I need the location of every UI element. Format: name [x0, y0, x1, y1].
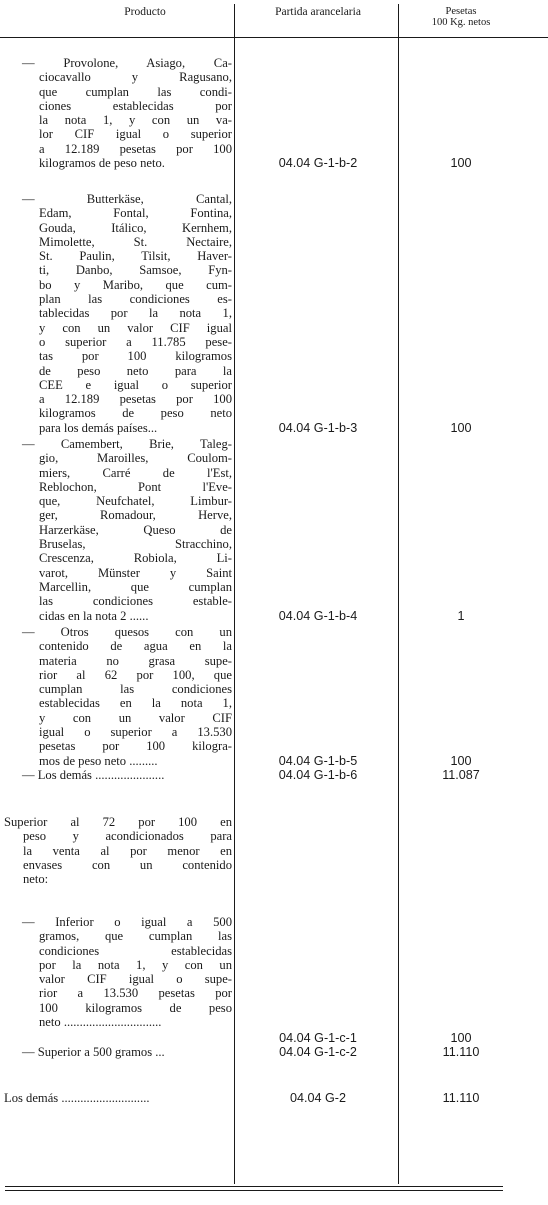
tariff-code: 04.04 G-1-c-2: [279, 1045, 357, 1059]
text-line: 100 kilogramos de peso: [39, 1000, 232, 1015]
tariff-code: 04.04 G-1-b-3: [278, 421, 358, 435]
product-entry-camembert: [22, 437, 232, 623]
text-line: plan las condiciones es-: [39, 292, 232, 307]
text-line: que, Neufchatel, Limbur-: [39, 494, 232, 509]
bottom-rule-1: [5, 1186, 503, 1187]
text-line: ti, Danbo, Samsoe, Fyn-: [39, 263, 232, 278]
text-line: — Superior a 500 gramos ...: [22, 1045, 165, 1059]
price-value: 100: [450, 1031, 472, 1045]
text-line: CEE e igual o superior: [39, 377, 232, 392]
tariff-code: 04.04 G-1-b-2: [278, 156, 358, 170]
text-line: ger, Romadour, Herve,: [39, 508, 232, 523]
tariff-code: 04.04 G-1-c-1: [279, 1031, 357, 1045]
column-divider-1: [234, 4, 235, 1184]
text-line: Edam, Fontal, Fontina,: [39, 206, 232, 221]
text-line: gio, Maroilles, Coulom-: [39, 451, 232, 466]
text-line: tablecidas por la nota 1,: [39, 306, 232, 321]
text-line: Marcellin, que cumplan: [39, 579, 232, 594]
price-value: 11.087: [442, 768, 480, 782]
text-line: lor CIF igual o superior: [39, 127, 232, 142]
header-partida-arancelaria: Partida arancelaria: [275, 6, 361, 18]
text-line: o superior a 11.785 pese-: [39, 334, 232, 349]
text-line: gramos, que cumplan las: [39, 929, 232, 944]
text-line: neto:: [23, 872, 49, 887]
price-value: 1: [457, 609, 465, 623]
text-line: materia no grasa supe-: [39, 653, 232, 668]
text-line: mos de peso neto .........: [39, 753, 158, 768]
tariff-code: 04.04 G-1-b-4: [278, 609, 358, 623]
text-line: varot, Münster y Saint: [39, 565, 232, 580]
bottom-rule-2: [5, 1190, 503, 1191]
text-line: pesetas por 100 kilogra-: [39, 739, 232, 754]
text-line: neto ...............................: [39, 1015, 162, 1030]
text-line: envases con un contenido: [23, 857, 232, 872]
text-line: establecidas en la nota 1,: [39, 696, 232, 711]
tariff-code: 04.04 G-1-b-6: [278, 768, 358, 782]
text-line: de peso neto para la: [39, 363, 232, 378]
text-line: ciones establecidas por: [39, 98, 232, 113]
text-line: condiciones establecidas: [39, 943, 232, 958]
text-line: — Provolone, Asiago, Ca-: [22, 56, 232, 70]
text-line: — Camembert, Brie, Taleg-: [22, 437, 232, 451]
text-line: cidas en la nota 2 ......: [39, 608, 149, 623]
text-line: bo y Maribo, que cum-: [39, 277, 232, 292]
product-entry-provolone: [22, 56, 232, 170]
header-pesetas: [404, 6, 518, 28]
text-line: — Otros quesos con un: [22, 625, 232, 639]
text-line: la venta al por menor en: [23, 843, 232, 858]
product-entry-superior-500: [22, 1045, 232, 1059]
tariff-code: 04.04 G-1-b-5: [278, 754, 358, 768]
column-divider-2: [398, 4, 399, 1184]
text-line: las condiciones estable-: [39, 594, 232, 609]
price-value: 11.110: [442, 1091, 480, 1105]
header-producto: Producto: [124, 6, 166, 18]
text-line: cumplan las condiciones: [39, 682, 232, 697]
text-line: rior al 62 por 100, que: [39, 667, 232, 682]
text-line: por la nota 1, y con un: [39, 957, 232, 972]
text-line: — Inferior o igual a 500: [22, 915, 232, 929]
text-line: y con un valor CIF: [39, 710, 232, 725]
text-line: peso y acondicionados para: [23, 829, 232, 844]
product-entry-inferior-500: [22, 915, 232, 1029]
price-value: 100: [450, 421, 472, 435]
text-line: — Butterkäse, Cantal,: [22, 192, 232, 206]
text-line: para los demás países...: [39, 420, 158, 435]
product-entry-los-demas: [22, 768, 232, 782]
text-line: a 12.189 pesetas por 100: [39, 141, 232, 156]
text-line: Harzerkäse, Queso de: [39, 522, 232, 537]
price-value: 100: [450, 754, 472, 768]
text-line: kilogramos de peso neto.: [39, 156, 165, 171]
text-line: Los demás ............................: [4, 1091, 150, 1105]
header-rule: [0, 37, 548, 38]
header-pesetas-line1: Pesetas: [445, 6, 477, 17]
text-line: Bruselas, Stracchino,: [39, 537, 232, 552]
text-line: tas por 100 kilogramos: [39, 349, 232, 364]
text-line: a 12.189 pesetas por 100: [39, 392, 232, 407]
product-entry-los-demas-final: [4, 1091, 232, 1105]
text-line: kilogramos de peso neto: [39, 406, 232, 421]
text-line: que cumplan las condi-: [39, 84, 232, 99]
text-line: Superior al 72 por 100 en: [4, 815, 232, 829]
text-line: ciocavallo y Ragusano,: [39, 70, 232, 85]
price-value: 11.110: [442, 1045, 480, 1059]
tariff-code: 04.04 G-2: [289, 1091, 346, 1105]
price-value: 100: [450, 156, 472, 170]
header-pesetas-line2: 100 Kg. netos: [431, 17, 491, 28]
text-line: Crescenza, Robiola, Li-: [39, 551, 232, 566]
product-entry-superior-72: [4, 815, 232, 886]
product-entry-butterkase: [22, 192, 232, 435]
text-line: Gouda, Itálico, Kernhem,: [39, 220, 232, 235]
text-line: y con un valor CIF igual: [39, 320, 232, 335]
text-line: St. Paulin, Tilsit, Haver-: [39, 249, 232, 264]
text-line: Mimolette, St. Nectaire,: [39, 234, 232, 249]
text-line: Reblochon, Pont l'Eve-: [39, 479, 232, 494]
text-line: — Los demás ......................: [22, 768, 165, 782]
product-entry-otros-quesos: [22, 625, 232, 768]
text-line: valor CIF igual o supe-: [39, 972, 232, 987]
text-line: igual o superior a 13.530: [39, 725, 232, 740]
text-line: miers, Carré de l'Est,: [39, 465, 232, 480]
text-line: la nota 1, y con un va-: [39, 113, 232, 128]
text-line: contenido de agua en la: [39, 639, 232, 654]
text-line: rior a 13.530 pesetas por: [39, 986, 232, 1001]
